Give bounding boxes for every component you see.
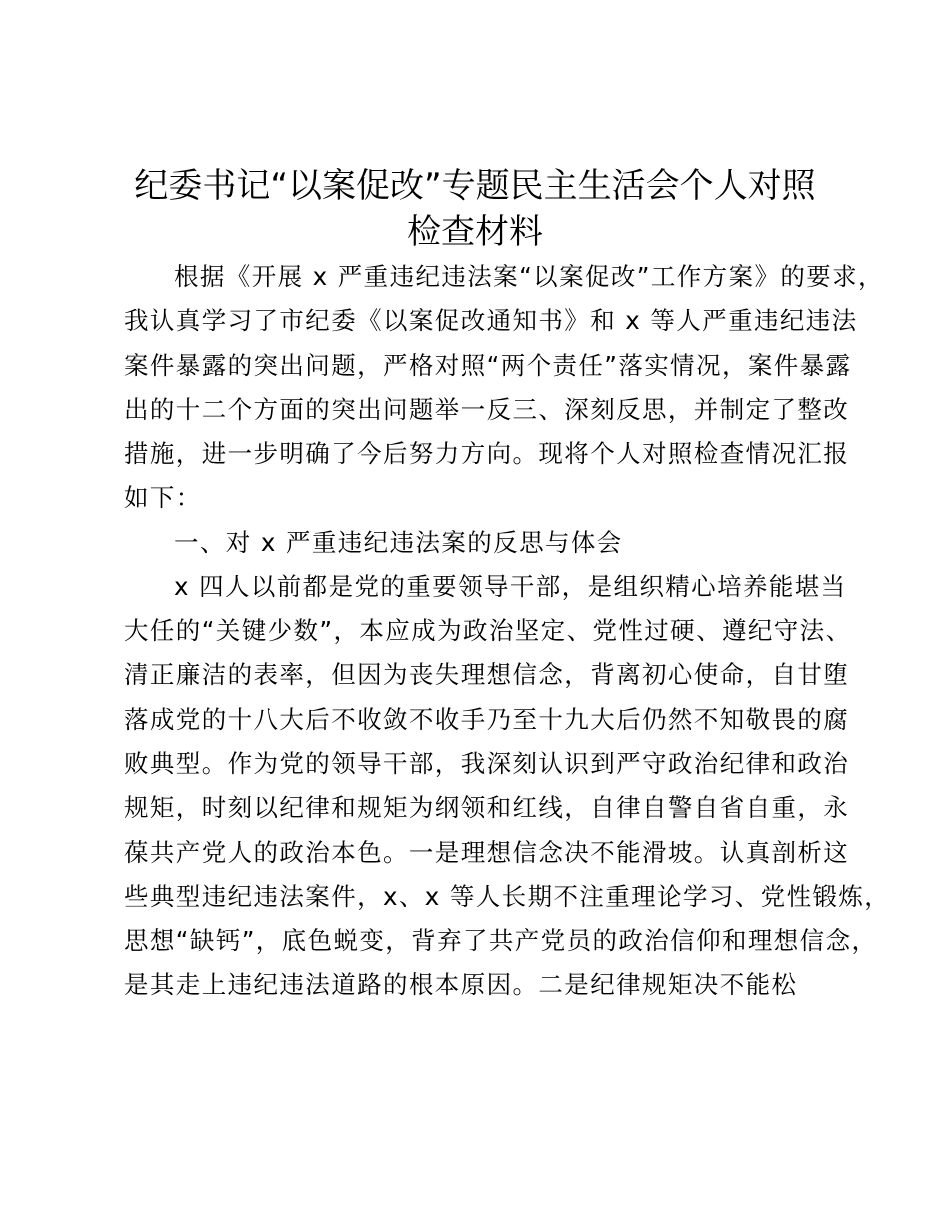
section-heading-1: 一、对 x 严重违纪违法案的反思与体会: [174, 528, 623, 557]
paragraph-1-line-4: 出的十二个方面的突出问题举一反三、深刻反思，并制定了整改: [124, 395, 850, 424]
paragraph-1-line-1: 根据《开展 x 严重违纪违法案“以案促改”工作方案》的要求，: [174, 262, 884, 291]
paragraph-2-line-10: 是其走上违纪违法道路的根本原因。二是纪律规矩决不能松: [124, 970, 798, 999]
paragraph-2-line-1: x 四人以前都是党的重要领导干部，是组织精心培养能堪当: [174, 572, 847, 601]
paragraph-2-line-9: 思想“缺钙”，底色蜕变，背弃了共产党员的政治信仰和理想信念，: [124, 926, 878, 955]
paragraph-1-line-5: 措施，进一步明确了今后努力方向。现将个人对照检查情况汇报: [124, 439, 850, 468]
paragraph-2-line-2: 大任的“关键少数”，本应成为政治坚定、党性过硬、遵纪守法、: [124, 616, 852, 645]
paragraph-2-line-8: 些典型违纪违法案件，x、x 等人长期不注重理论学习、党性锻炼，: [124, 882, 891, 911]
document-title-line-2: 检查材料: [407, 212, 543, 252]
paragraph-1-line-6: 如下：: [124, 483, 202, 512]
paragraph-2-line-7: 葆共产党人的政治本色。一是理想信念决不能滑坡。认真剖析这: [124, 838, 850, 867]
paragraph-1-line-3: 案件暴露的突出问题，严格对照“两个责任”落实情况，案件暴露: [124, 351, 852, 380]
paragraph-2-line-3: 清正廉洁的表率，但因为丧失理想信念，背离初心使命，自甘堕: [124, 660, 850, 689]
paragraph-2-line-5: 败典型。作为党的领导干部，我深刻认识到严守政治纪律和政治: [124, 749, 850, 778]
paragraph-2-line-6: 规矩，时刻以纪律和规矩为纲领和红线，自律自警自省自重，永: [124, 793, 850, 822]
document-title-line-1: 纪委书记“以案促改”专题民主生活会个人对照: [134, 166, 816, 206]
paragraph-1-line-2: 我认真学习了市纪委《以案促改通知书》和 x 等人严重违纪违法: [124, 306, 858, 335]
paragraph-2-line-4: 落成党的十八大后不收敛不收手乃至十九大后仍然不知敬畏的腐: [124, 705, 850, 734]
